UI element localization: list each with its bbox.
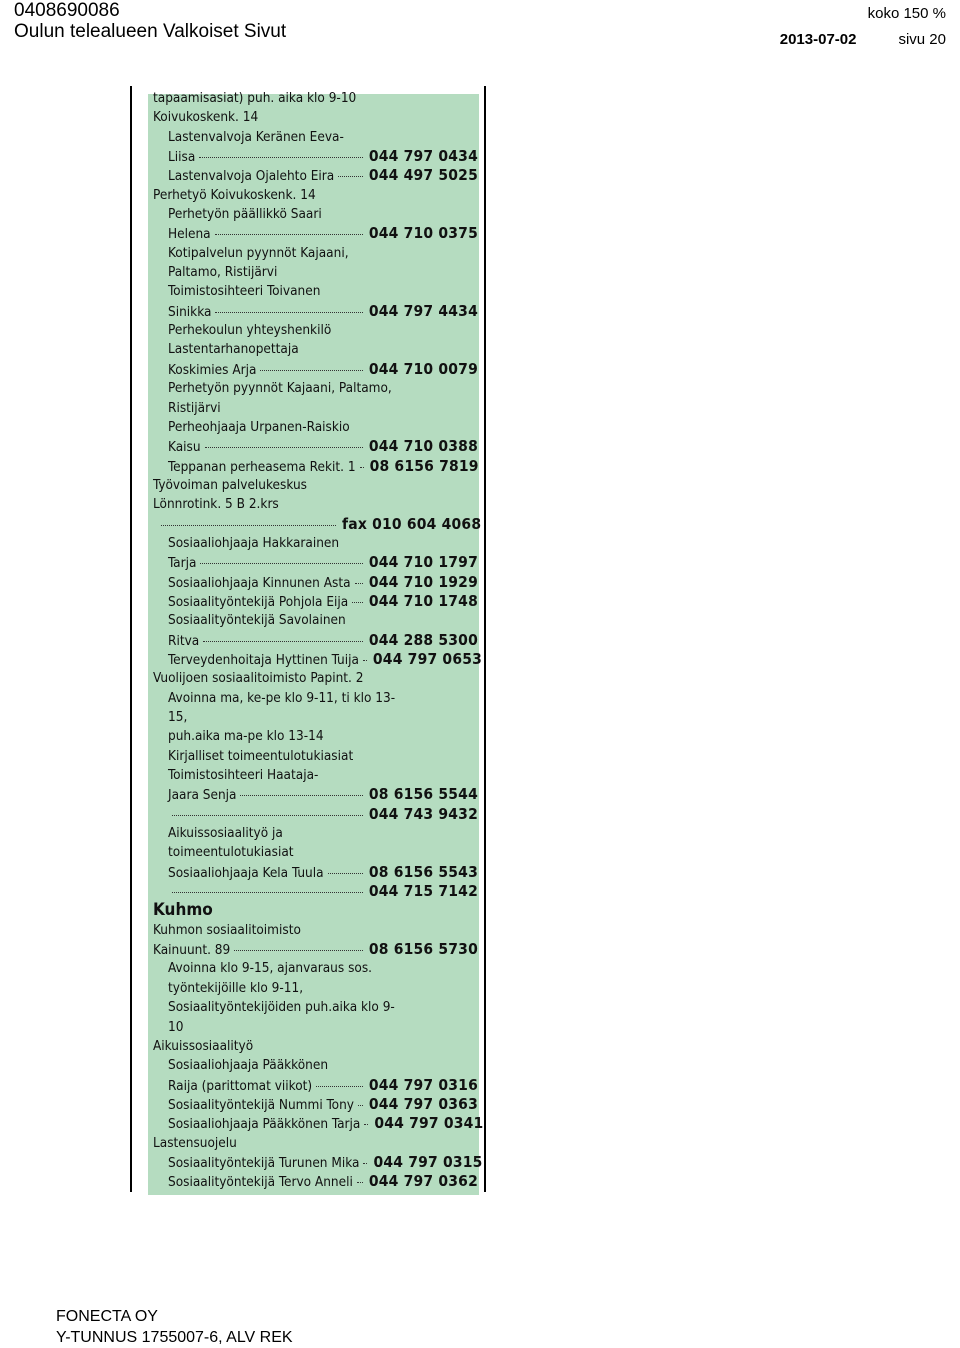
- entry-name: Sosiaalityöntekijä Turunen Mika: [168, 1154, 360, 1171]
- listing-entry: [153, 649, 483, 669]
- dot-leader: [363, 660, 367, 661]
- listing-line: Avoinna klo 9-15, ajanvaraus sos.: [168, 960, 373, 977]
- listing-entry: [153, 805, 478, 824]
- phone-number: 08 6156 7819: [369, 456, 479, 475]
- dot-leader: [205, 447, 363, 448]
- listing-line: Paltamo, Ristijärvi: [168, 264, 278, 281]
- listing-entry: [153, 166, 478, 185]
- page-footer: [56, 1306, 293, 1348]
- listing-entry: [153, 1076, 478, 1095]
- listing-entry: [153, 785, 478, 804]
- listing-line: Toimistosihteeri Toivanen: [168, 283, 321, 300]
- listing-line: Perhetyö Koivukoskenk. 14: [153, 186, 316, 203]
- entry-name: Lastenvalvoja Ojalehto Eira: [168, 168, 335, 185]
- listing-line: tapaamisasiat) puh. aika klo 9-10: [153, 90, 357, 106]
- dot-leader: [328, 873, 363, 874]
- phone-number: 044 710 0079: [368, 359, 478, 378]
- dot-leader: [360, 467, 364, 468]
- dot-leader: [200, 563, 362, 564]
- entry-name: Sosiaaliohjaaja Kinnunen Asta: [168, 574, 351, 591]
- phone-number: fax 010 604 4068: [342, 514, 482, 533]
- phone-number: 044 797 0653: [372, 649, 483, 668]
- phone-number: 044 710 1797: [368, 553, 478, 572]
- entry-name: Teppanan perheasema Rekit. 1: [168, 458, 356, 475]
- phone-number: 044 797 0362: [368, 1172, 478, 1191]
- header-phone: 0408690086: [14, 0, 120, 21]
- directory-listing: [153, 89, 484, 1192]
- entry-name: Kaisu: [168, 439, 201, 456]
- dot-leader: [172, 892, 363, 893]
- entry-name: Sosiaalityöntekijä Tervo Anneli: [168, 1174, 353, 1191]
- listing-line: Perhekoulun yhteyshenkilö: [168, 322, 332, 339]
- listing-line: työntekijöille klo 9-11,: [168, 979, 304, 996]
- listing-line: Lastenvalvoja Keränen Eeva-: [168, 128, 344, 145]
- listing-line: Ristijärvi: [168, 399, 221, 416]
- listing-line: Perheohjaaja Urpanen-Raiskio: [168, 418, 350, 435]
- dot-leader: [338, 176, 363, 177]
- listing-entry: [153, 573, 478, 592]
- listing-line: 10: [168, 1018, 184, 1035]
- listing-line: Vuolijoen sosiaalitoimisto Papint. 2: [153, 670, 364, 687]
- entry-name: Kainuunt. 89: [153, 942, 231, 959]
- phone-number: 08 6156 5544: [368, 785, 478, 804]
- listing-line: toimeentulotukiasiat: [168, 844, 294, 861]
- dot-leader: [240, 795, 362, 796]
- listing-entry: [153, 882, 478, 901]
- entry-name: Raija (parittomat viikot): [168, 1077, 313, 1094]
- zoom-label: koko 150 %: [867, 5, 946, 22]
- entry-name: Helena: [168, 226, 211, 243]
- dot-leader: [203, 641, 363, 642]
- listing-entry: [153, 592, 478, 611]
- listing-entry: [153, 514, 482, 534]
- entry-name: Liisa: [168, 149, 196, 166]
- phone-number: 044 797 4434: [368, 301, 478, 320]
- phone-number: 044 288 5300: [368, 630, 478, 649]
- phone-number: 044 797 0363: [368, 1094, 478, 1113]
- phone-number: 044 715 7142: [368, 882, 478, 901]
- entry-name: Koskimies Arja: [168, 361, 257, 378]
- listing-entry: [153, 147, 478, 166]
- dot-leader: [363, 1163, 367, 1164]
- entry-name: Terveydenhoitaja Hyttinen Tuija: [168, 651, 359, 668]
- footer-business-id: Y-TUNNUS 1755007-6, ALV REK: [56, 1329, 293, 1346]
- date-page-info: [780, 31, 946, 48]
- page-header: [14, 0, 286, 42]
- dot-leader: [234, 950, 363, 951]
- listing-entry: [153, 457, 478, 476]
- listing-entry: [153, 631, 478, 650]
- listing-line: Sosiaaliohjaaja Hakkarainen: [168, 534, 340, 551]
- listing-line: puh.aika ma-pe klo 13-14: [168, 728, 324, 745]
- listing-line: Perhetyön päällikkö Saari: [168, 206, 322, 223]
- entry-name: Sosiaalityöntekijä Nummi Tony: [168, 1096, 354, 1113]
- listing-entry: [153, 1152, 483, 1172]
- listing-line: Lastentarhanopettaja: [168, 341, 299, 358]
- dot-leader: [215, 234, 363, 235]
- phone-number: 08 6156 5543: [368, 862, 478, 881]
- dot-leader: [260, 370, 362, 371]
- listing-line: Toimistosihteeri Haataja-: [168, 767, 319, 784]
- listing-entry: [153, 1172, 478, 1191]
- header-title: Oulun telealueen Valkoiset Sivut: [14, 21, 287, 42]
- listing-entry: [153, 940, 478, 959]
- listing-line: Avoinna ma, ke-pe klo 9-11, ti klo 13-: [168, 689, 396, 706]
- entry-name: Sosiaalityöntekijä Pohjola Eija: [168, 593, 349, 610]
- phone-number: 044 497 5025: [368, 166, 478, 185]
- dot-leader: [199, 157, 363, 158]
- phone-number: 08 6156 5730: [368, 940, 478, 959]
- phone-number: 044 797 0434: [368, 147, 478, 166]
- header-date: 2013-07-02: [779, 31, 857, 48]
- listing-line: Sosiaalityöntekijöiden puh.aika klo 9-: [168, 999, 395, 1016]
- entry-name: Jaara Senja: [168, 787, 237, 804]
- listing-entry: [153, 1095, 478, 1114]
- dot-leader: [355, 583, 363, 584]
- listing-line: Kuhmon sosiaalitoimisto: [153, 921, 301, 938]
- dot-leader: [172, 815, 363, 816]
- entry-name: Sosiaaliohjaaja Pääkkönen Tarja: [168, 1116, 361, 1133]
- listing-line: Perhetyön pyynnöt Kajaani, Paltamo,: [168, 380, 392, 397]
- phone-number: 044 710 0388: [368, 437, 478, 456]
- entry-name: Sosiaaliohjaaja Kela Tuula: [168, 864, 324, 881]
- phone-number: 044 710 1748: [368, 591, 478, 610]
- listing-line: Kirjalliset toimeentulotukiasiat: [168, 747, 354, 764]
- listing-line: Kotipalvelun pyynnöt Kajaani,: [168, 244, 349, 261]
- listing-line: Sosiaaliohjaaja Pääkkönen: [168, 1057, 329, 1074]
- entry-name: Sinikka: [168, 303, 212, 320]
- listing-entry: [153, 437, 478, 456]
- listing-line: Lönnrotink. 5 B 2.krs: [153, 496, 279, 513]
- entry-name: Ritva: [168, 632, 200, 649]
- dot-leader: [358, 1105, 363, 1106]
- entry-name: Tarja: [168, 555, 197, 572]
- listing-line: Aikuissosiaalityö: [153, 1037, 254, 1054]
- dot-leader: [316, 1086, 363, 1087]
- phone-number: 044 710 0375: [368, 224, 478, 243]
- dot-leader: [352, 602, 363, 603]
- listing-entry: [153, 1114, 484, 1133]
- phone-number: 044 797 0341: [374, 1114, 484, 1133]
- footer-company: FONECTA OY: [56, 1308, 158, 1325]
- listing-line: Aikuissosiaalityö ja: [168, 825, 283, 842]
- phone-number: 044 797 0316: [368, 1075, 478, 1094]
- listing-entry: [153, 360, 478, 379]
- listing-line: Työvoiman palvelukeskus: [153, 476, 308, 493]
- phone-number: 044 743 9432: [368, 804, 478, 823]
- listing-entry: [153, 302, 478, 321]
- dot-leader: [215, 312, 362, 313]
- dot-leader: [357, 1182, 363, 1183]
- dot-leader: [161, 525, 336, 526]
- listing-line: 15,: [168, 709, 188, 725]
- listing-entry: [153, 863, 478, 882]
- section-heading: Kuhmo: [153, 900, 213, 921]
- phone-number: 044 797 0315: [373, 1152, 483, 1171]
- listing-entry: [153, 224, 478, 243]
- dot-leader: [364, 1124, 368, 1125]
- page-number: sivu 20: [898, 31, 946, 48]
- phone-number: 044 710 1929: [368, 572, 478, 591]
- listing-entry: [153, 553, 478, 572]
- listing-line: Lastensuojelu: [153, 1134, 237, 1151]
- listing-line: Sosiaalityöntekijä Savolainen: [168, 612, 346, 629]
- listing-line: Koivukoskenk. 14: [153, 109, 259, 126]
